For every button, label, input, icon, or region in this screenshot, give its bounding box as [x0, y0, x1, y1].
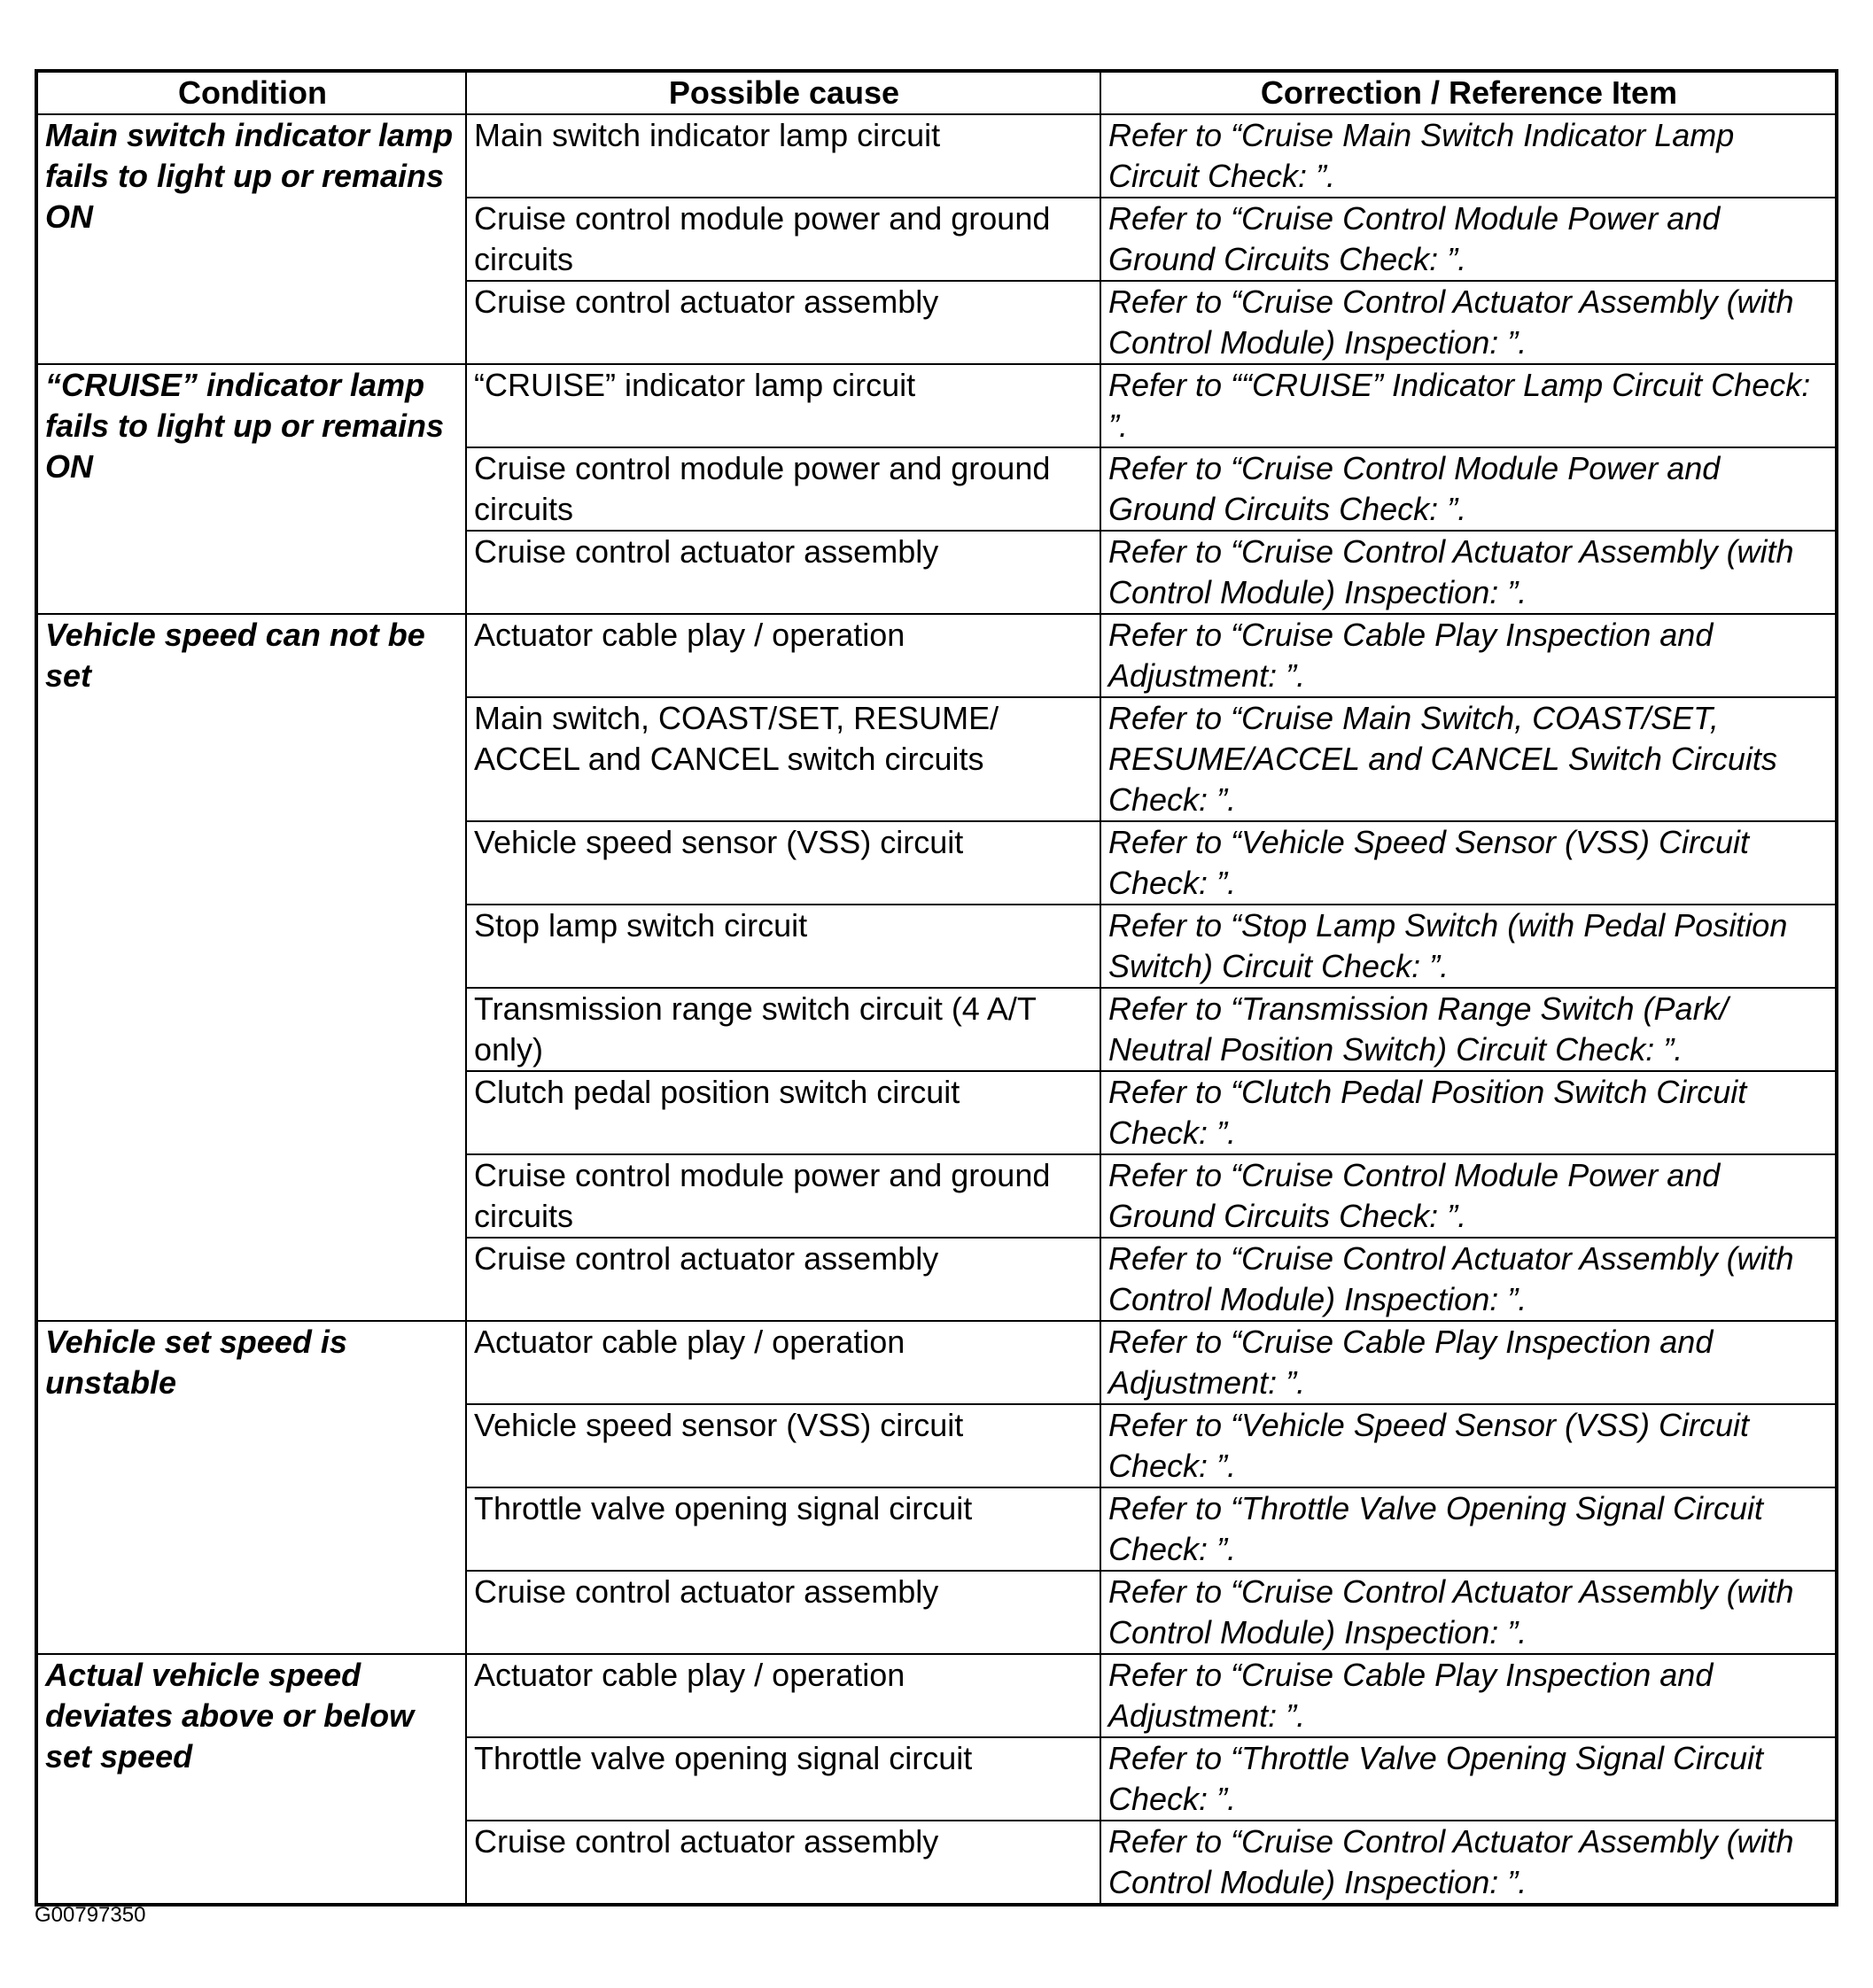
- table-row: [36, 1321, 1837, 1404]
- condition-cell: Main switch indicator lamp fails to light up or remains ON: [36, 114, 466, 364]
- possible-cause-cell: Main switch, COAST/SET, RESUME/ ACCEL and CANCEL switch circuits: [466, 697, 1100, 821]
- correction-reference-cell: Refer to “Cruise Cable Play Inspection and Adjustment: ”.: [1100, 614, 1837, 697]
- correction-reference-cell: Refer to “Cruise Cable Play Inspection and Adjustment: ”.: [1100, 1654, 1837, 1737]
- possible-cause-cell: Cruise control module power and ground circuits: [466, 1154, 1100, 1238]
- header-possible-cause: Possible cause: [466, 71, 1100, 114]
- correction-reference-cell: Refer to “Cruise Main Switch, COAST/SET, RESUME/ACCEL and CANCEL Switch Circuits Check: ”.: [1100, 697, 1837, 821]
- correction-reference-cell: Refer to “Clutch Pedal Position Switch Circuit Check: ”.: [1100, 1071, 1837, 1154]
- correction-reference-cell: Refer to “Cruise Control Actuator Assembly (with Control Module) Inspection: ”.: [1100, 1821, 1837, 1905]
- possible-cause-cell: Actuator cable play / operation: [466, 614, 1100, 697]
- condition-cell: Actual vehicle speed deviates above or below set speed: [36, 1654, 466, 1905]
- correction-reference-cell: Refer to “Transmission Range Switch (Park/ Neutral Position Switch) Circuit Check: ”.: [1100, 988, 1837, 1071]
- correction-reference-cell: Refer to “Cruise Control Module Power and Ground Circuits Check: ”.: [1100, 447, 1837, 531]
- table-row: [36, 614, 1837, 697]
- correction-reference-cell: Refer to “Cruise Control Actuator Assembly (with Control Module) Inspection: ”.: [1100, 1238, 1837, 1321]
- possible-cause-cell: Cruise control module power and ground circuits: [466, 447, 1100, 531]
- possible-cause-cell: “CRUISE” indicator lamp circuit: [466, 364, 1100, 447]
- possible-cause-cell: Throttle valve opening signal circuit: [466, 1487, 1100, 1571]
- figure-id: G00797350: [35, 1903, 146, 1927]
- table-body: [36, 114, 1837, 1905]
- header-correction-reference: Correction / Reference Item: [1100, 71, 1837, 114]
- possible-cause-cell: Actuator cable play / operation: [466, 1321, 1100, 1404]
- correction-reference-cell: Refer to “Stop Lamp Switch (with Pedal Position Switch) Circuit Check: ”.: [1100, 905, 1837, 988]
- correction-reference-cell: Refer to “Throttle Valve Opening Signal Circuit Check: ”.: [1100, 1737, 1837, 1821]
- correction-reference-cell: Refer to “Cruise Main Switch Indicator Lamp Circuit Check: ”.: [1100, 114, 1837, 198]
- header-condition: Condition: [36, 71, 466, 114]
- condition-cell: Vehicle speed can not be set: [36, 614, 466, 1321]
- possible-cause-cell: Actuator cable play / operation: [466, 1654, 1100, 1737]
- correction-reference-cell: Refer to ““CRUISE” Indicator Lamp Circuit Check: ”.: [1100, 364, 1837, 447]
- possible-cause-cell: Transmission range switch circuit (4 A/T only): [466, 988, 1100, 1071]
- table-row: [36, 114, 1837, 198]
- correction-reference-cell: Refer to “Cruise Control Module Power and Ground Circuits Check: ”.: [1100, 198, 1837, 281]
- correction-reference-cell: Refer to “Vehicle Speed Sensor (VSS) Circuit Check: ”.: [1100, 1404, 1837, 1487]
- troubleshooting-table: [35, 69, 1838, 1906]
- possible-cause-cell: Throttle valve opening signal circuit: [466, 1737, 1100, 1821]
- possible-cause-cell: Cruise control actuator assembly: [466, 1571, 1100, 1654]
- troubleshooting-table-container: [35, 69, 1835, 1906]
- possible-cause-cell: Clutch pedal position switch circuit: [466, 1071, 1100, 1154]
- correction-reference-cell: Refer to “Cruise Cable Play Inspection and Adjustment: ”.: [1100, 1321, 1837, 1404]
- possible-cause-cell: Main switch indicator lamp circuit: [466, 114, 1100, 198]
- condition-cell: Vehicle set speed is unstable: [36, 1321, 466, 1654]
- possible-cause-cell: Cruise control actuator assembly: [466, 281, 1100, 364]
- correction-reference-cell: Refer to “Vehicle Speed Sensor (VSS) Circuit Check: ”.: [1100, 821, 1837, 905]
- correction-reference-cell: Refer to “Cruise Control Actuator Assembly (with Control Module) Inspection: ”.: [1100, 281, 1837, 364]
- possible-cause-cell: Vehicle speed sensor (VSS) circuit: [466, 1404, 1100, 1487]
- correction-reference-cell: Refer to “Cruise Control Actuator Assembly (with Control Module) Inspection: ”.: [1100, 531, 1837, 614]
- table-header-row: [36, 71, 1837, 114]
- table-row: [36, 364, 1837, 447]
- correction-reference-cell: Refer to “Cruise Control Actuator Assembly (with Control Module) Inspection: ”.: [1100, 1571, 1837, 1654]
- table-row: [36, 1654, 1837, 1737]
- correction-reference-cell: Refer to “Cruise Control Module Power and Ground Circuits Check: ”.: [1100, 1154, 1837, 1238]
- correction-reference-cell: Refer to “Throttle Valve Opening Signal Circuit Check: ”.: [1100, 1487, 1837, 1571]
- condition-cell: “CRUISE” indicator lamp fails to light up or remains ON: [36, 364, 466, 614]
- possible-cause-cell: Stop lamp switch circuit: [466, 905, 1100, 988]
- possible-cause-cell: Cruise control module power and ground circuits: [466, 198, 1100, 281]
- possible-cause-cell: Cruise control actuator assembly: [466, 1238, 1100, 1321]
- possible-cause-cell: Vehicle speed sensor (VSS) circuit: [466, 821, 1100, 905]
- possible-cause-cell: Cruise control actuator assembly: [466, 1821, 1100, 1905]
- possible-cause-cell: Cruise control actuator assembly: [466, 531, 1100, 614]
